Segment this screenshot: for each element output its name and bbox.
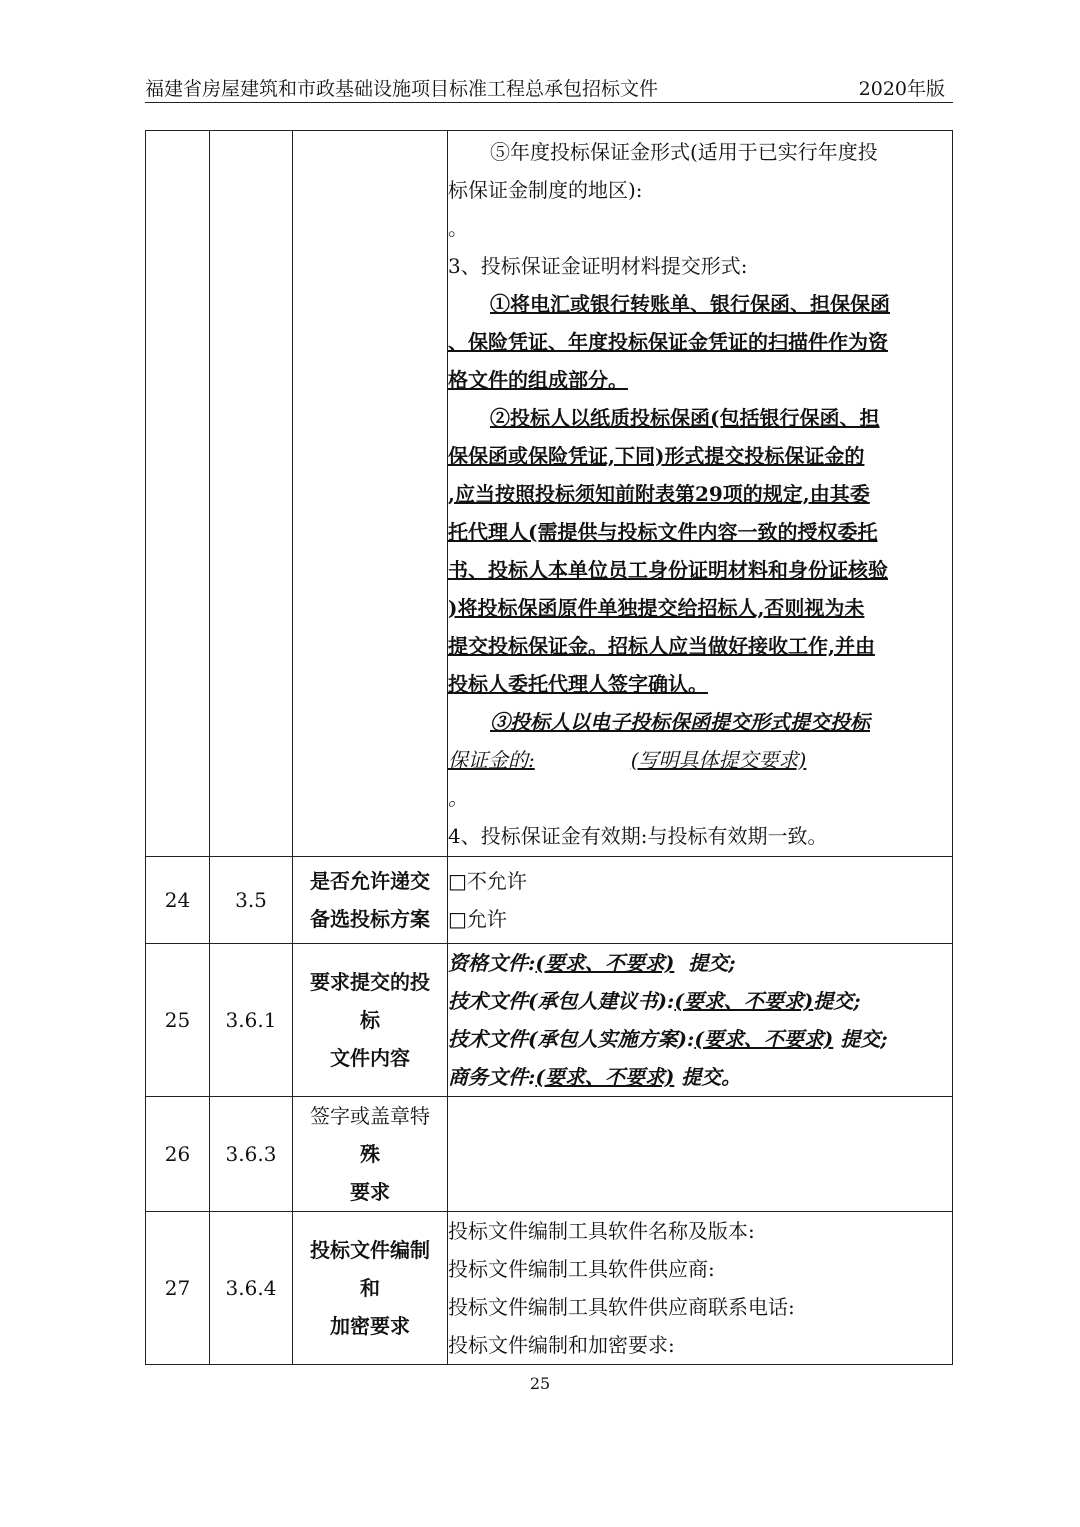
text-line: 投标文件编制工具软件供应商联系电话:: [448, 1295, 795, 1319]
row-number: 25: [146, 944, 210, 1097]
page-header: [145, 76, 953, 103]
item-line: 投标文件编制: [310, 1238, 430, 1262]
edition-label: 2020年版: [858, 78, 945, 100]
table-row-25: [146, 944, 953, 1097]
text-line: 标保证金制度的地区):: [448, 177, 643, 202]
text-line: 投标文件编制工具软件供应商:: [448, 1257, 715, 1281]
row-number: 27: [146, 1212, 210, 1365]
cell-num-empty: [146, 131, 210, 857]
text-line: 、保险凭证、年度投标保证金凭证的扫描件作为资: [448, 329, 888, 354]
cell-content-documents: [448, 944, 953, 1097]
item-line: 签字或盖章特: [310, 1104, 430, 1128]
item-name: [293, 857, 448, 944]
item-line: 殊: [360, 1142, 380, 1166]
cell-content-deposit: [448, 131, 953, 857]
text-line: 4、投标保证金有效期:与投标有效期一致。: [448, 823, 828, 848]
page-number: 25: [529, 1374, 551, 1393]
item-name: [293, 1212, 448, 1365]
doc-tail: 提交;: [688, 951, 736, 975]
text-line: 托代理人(需提供与投标文件内容一致的授权委托: [448, 519, 878, 544]
doc-choice: (要求、不要求): [674, 989, 814, 1013]
doc-label: 技术文件(承包人建议书):: [448, 989, 675, 1013]
document-title: 福建省房屋建筑和市政基础设施项目标准工程总承包招标文件: [145, 78, 659, 100]
item-line: 文件内容: [330, 1046, 410, 1070]
text-line: 。: [448, 785, 468, 810]
clause-number: 3.5: [210, 857, 293, 944]
cell-content-encryption: [448, 1212, 953, 1365]
item-line: 要求: [350, 1180, 390, 1204]
bid-data-table: [145, 130, 953, 1365]
item-line: 备选投标方案: [310, 907, 430, 931]
cell-content-signature: [448, 1097, 953, 1212]
doc-tail: 提交。: [681, 1065, 742, 1089]
doc-choice: (要求、不要求): [535, 951, 675, 975]
table-row-continued: [146, 131, 953, 857]
doc-label: 资格文件:: [448, 951, 536, 975]
text-line: ①将电汇或银行转账单、银行保函、担保保函: [490, 291, 890, 316]
cell-content-alternative: [448, 857, 953, 944]
doc-tail: 提交;: [813, 989, 861, 1013]
item-name: [293, 944, 448, 1097]
table-row-24: [146, 857, 953, 944]
doc-label: 商务文件:: [448, 1065, 536, 1089]
text-line: 保保函或保险凭证,下同)形式提交投标保证金的: [448, 443, 865, 468]
text-line: 。: [448, 215, 468, 240]
text-line: 投标人委托代理人签字确认。: [448, 671, 708, 696]
item-name: [293, 1097, 448, 1212]
doc-label: 技术文件(承包人实施方案):: [448, 1027, 695, 1051]
clause-number: 3.6.1: [210, 944, 293, 1097]
text-line: 格文件的组成部分。: [448, 367, 628, 392]
cell-clause-empty: [210, 131, 293, 857]
item-line: 是否允许递交: [310, 869, 430, 893]
table-row-27: [146, 1212, 953, 1365]
text-line: 书、投标人本单位员工身份证明材料和身份证核验: [448, 557, 888, 582]
clause-number: 3.6.4: [210, 1212, 293, 1365]
option-allowed[interactable]: □允许: [448, 907, 507, 931]
text-line: (写明具体提交要求): [630, 747, 807, 772]
text-line: 投标文件编制工具软件名称及版本:: [448, 1219, 755, 1243]
text-line: 提交投标保证金。招标人应当做好接收工作,并由: [448, 633, 875, 658]
text-line: ③投标人以电子投标保函提交形式提交投标: [490, 709, 870, 734]
item-line: 要求提交的投: [310, 970, 430, 994]
doc-choice: (要求、不要求): [694, 1027, 834, 1051]
item-line: 加密要求: [330, 1314, 410, 1338]
cell-item-empty: [293, 131, 448, 857]
clause-number: 3.6.3: [210, 1097, 293, 1212]
text-line: 保证金的:: [448, 747, 535, 772]
table-row-26: [146, 1097, 953, 1212]
text-line: ⑤年度投标保证金形式(适用于已实行年度投: [490, 139, 878, 164]
text-line: ②投标人以纸质投标保函(包括银行保函、担: [490, 405, 880, 430]
item-line: 和: [360, 1276, 380, 1300]
text-line: ,应当按照投标须知前附表第29项的规定,由其委: [448, 481, 870, 506]
text-line: 投标文件编制和加密要求:: [448, 1333, 675, 1357]
row-number: 26: [146, 1097, 210, 1212]
row-number: 24: [146, 857, 210, 944]
option-not-allowed[interactable]: □不允许: [448, 869, 527, 893]
doc-choice: (要求、不要求): [535, 1065, 675, 1089]
text-line: )将投标保函原件单独提交给招标人,否则视为未: [448, 595, 865, 620]
doc-tail: 提交;: [840, 1027, 888, 1051]
item-line: 标: [360, 1008, 380, 1032]
text-line: 3、投标保证金证明材料提交形式:: [448, 253, 748, 278]
